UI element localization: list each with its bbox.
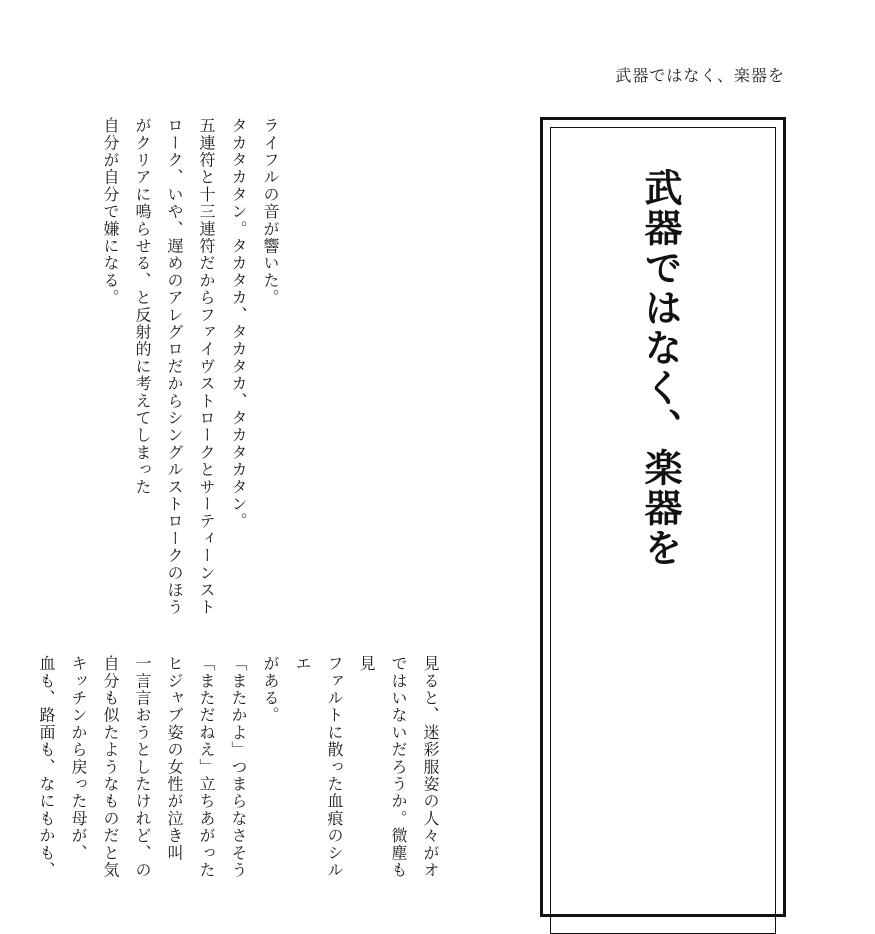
paragraph: タカタカタン。タカタカ、タカタカ、タカタカタン。 [229, 117, 248, 530]
paragraph: ライフルの音が響いた。 [261, 117, 280, 307]
body-text-upper [94, 117, 286, 617]
paragraph: 一言言おうとしたけれど、の [133, 655, 152, 879]
paragraph: キッチンから戻った母が、 [69, 655, 88, 862]
paragraph: 自分が自分で嫌になる。 [101, 117, 120, 307]
paragraph: 血も、路面も、なにもかも、 [37, 655, 56, 879]
paragraph: 「またかよ」つまらなさそう [229, 655, 248, 879]
paragraph: ではいないだろうか。微塵も見 [357, 655, 408, 879]
paragraph: 五連符と十三連符だからファイヴストロークとサーティーンストローク、いや、遅めのアレグロだからシングルストロークのほうがクリアに鳴らせる、と反射的に考えてしまった [133, 117, 216, 616]
paragraph: 「まただねえ」立ちあがった [197, 655, 216, 879]
paragraph: 見ると、迷彩服姿の人々がオ [421, 655, 440, 879]
paragraph: 自分も似たようなものだと気 [101, 655, 120, 879]
paragraph: ファルトに散った血痕のシルエ [293, 655, 344, 879]
running-header-title: 武器ではなく、楽器を [615, 66, 785, 85]
body-text-lower [37, 655, 446, 895]
paragraph: ヒジャブ姿の女性が泣き叫 [165, 655, 184, 862]
chapter-title: 武器ではなく、楽器を [638, 168, 683, 568]
paragraph: がある。 [261, 655, 280, 724]
